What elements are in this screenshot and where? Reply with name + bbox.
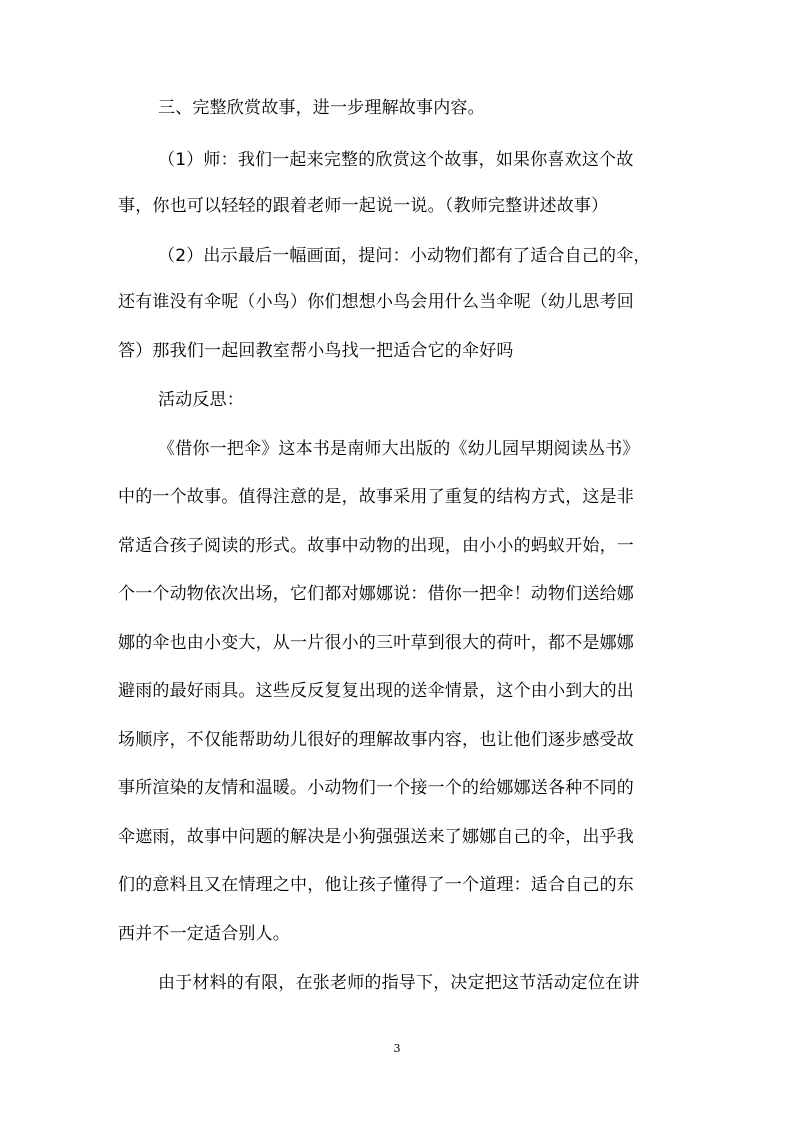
paragraph-line: 伞遮雨，故事中问题的解决是小狗强强送来了娜娜自己的伞，出乎我 — [118, 827, 634, 847]
paragraph-line: 由于材料的有限，在张老师的指导下，决定把这节活动定位在讲 — [158, 973, 640, 993]
subheading-reflection: 活动反思： — [158, 390, 244, 410]
paragraph-line: 事所渲染的友情和温暖。小动物们一个接一个的给娜娜送各种不同的 — [118, 778, 634, 798]
paragraph-line: 《借你一把伞》这本书是南师大出版的《幼儿园早期阅读丛书》 — [158, 439, 640, 459]
paragraph-line: 常适合孩子阅读的形式。故事中动物的出现，由小小的蚂蚁开始，一 — [118, 536, 634, 556]
paragraph-line: 个一个动物依次出场，它们都对娜娜说：借你一把伞！动物们送给娜 — [118, 584, 634, 604]
paragraph-line: 西并不一定适合别人。 — [118, 924, 290, 944]
paragraph-line: 场顺序，不仅能帮助幼儿很好的理解故事内容，也让他们逐步感受故 — [118, 730, 634, 750]
paragraph-line: 们的意料且又在情理之中，他让孩子懂得了一个道理：适合自己的东 — [118, 875, 634, 895]
paragraph-line: 娜的伞也由小变大，从一片很小的三叶草到很大的荷叶，都不是娜娜 — [118, 633, 634, 653]
paragraph-line: （1）师：我们一起来完整的欣赏这个故事，如果你喜欢这个故 — [158, 150, 634, 170]
paragraph-line: 答）那我们一起回教室帮小鸟找一把适合它的伞好吗 — [118, 341, 514, 361]
paragraph-line: （2）出示最后一幅画面，提问：小动物们都有了适合自己的伞， — [158, 246, 651, 266]
paragraph-line: 避雨的最好雨具。这些反反复复出现的送伞情景，这个由小到大的出 — [118, 681, 634, 701]
paragraph-line: 中的一个故事。值得注意的是，故事采用了重复的结构方式，这是非 — [118, 487, 634, 507]
page-number: 3 — [393, 1042, 401, 1055]
section-heading: 三、完整欣赏故事，进一步理解故事内容。 — [158, 98, 485, 118]
paragraph-line: 还有谁没有伞呢（小鸟）你们想想小鸟会用什么当伞呢（幼儿思考回 — [118, 292, 634, 312]
paragraph-line: 事，你也可以轻轻的跟着老师一起说一说。（教师完整讲述故事） — [118, 196, 609, 216]
